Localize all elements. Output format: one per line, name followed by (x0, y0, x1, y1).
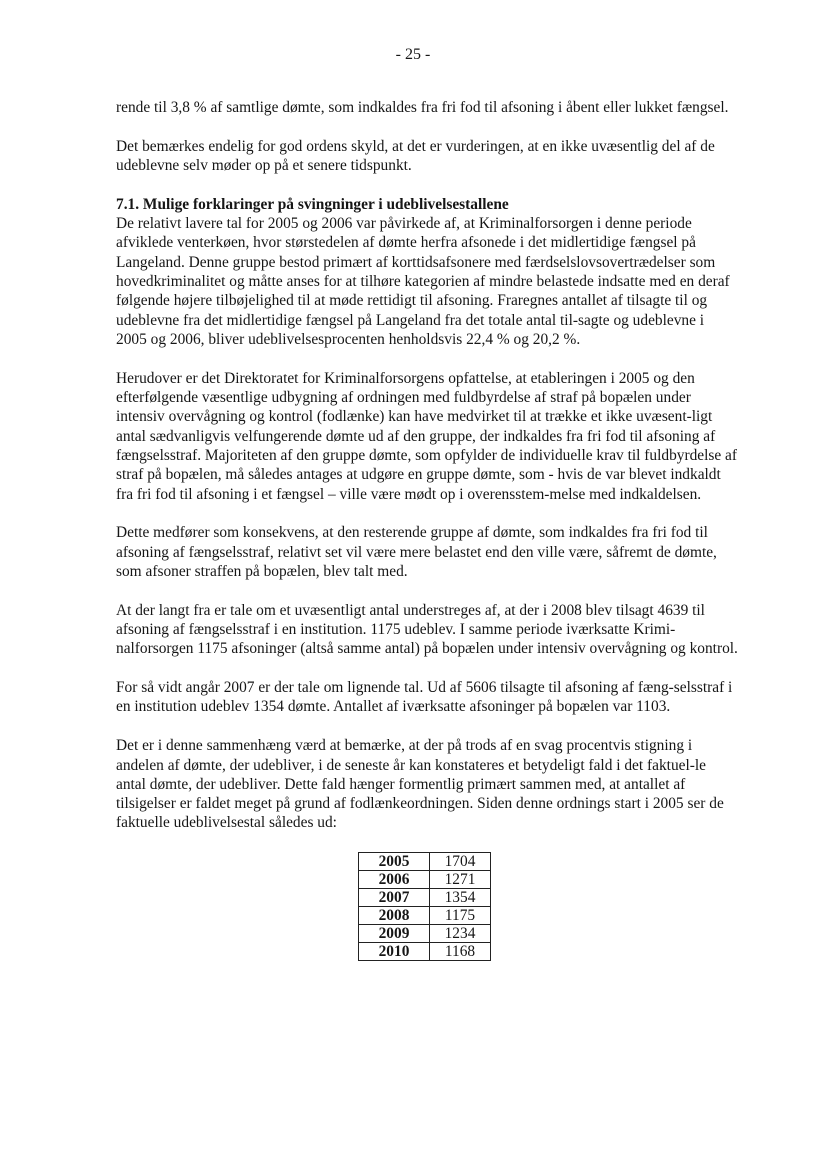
table-row (359, 871, 491, 889)
table-row (359, 907, 491, 925)
paragraph-6: At der langt fra er tale om et uvæsentligt antal understreges af, at der i 2008 blev tilsagt 4639 til afsoning af fængselsstraf i en institution. 1175 udeblev. I samme periode iværksatte Krimi-nalforsorgen 1175 afsoninger (altså samme antal) på bopælen under intensiv overvågning og kontrol. (116, 601, 738, 658)
table-row (359, 889, 491, 907)
year-cell: 2007 (359, 889, 430, 907)
year-cell: 2006 (359, 871, 430, 889)
table-row (359, 925, 491, 943)
table-row (359, 943, 491, 961)
absence-stats-table (358, 852, 491, 961)
paragraph-2: Det bemærkes endelig for god ordens skyld, at det er vurderingen, at en ikke uvæsentlig del af de udeblevne selv møder op på et senere tidspunkt. (116, 137, 715, 175)
year-cell: 2008 (359, 907, 430, 925)
paragraph-8: Det er i denne sammenhæng værd at bemærke, at der på trods af en svag procentvis stigning i andelen af dømte, der udebliver, i de seneste år kan konstateres et betydeligt fald i det faktuel-le antal dømte, der udebliver. Dette fald hænger formentlig primært sammen med, at antallet af tilsigelser er faldet meget på grund af fodlænkeordningen. Siden denne ordnings start i 2005 ser de faktuelle udeblivelsestal således ud: (116, 737, 724, 832)
paragraph-7: For så vidt angår 2007 er der tale om lignende tal. Ud af 5606 tilsagte til afsoning af fæng-selsstraf i en institution udeblev 1354 dømte. Antallet af iværksatte afsoninger på bopælen var 1103. (116, 679, 733, 716)
paragraph-1: rende til 3,8 % af samtlige dømte, som indkaldes fra fri fod til afsoning i åbent eller lukket fængsel. (116, 99, 729, 116)
value-cell: 1168 (430, 943, 491, 961)
document-body (116, 98, 738, 961)
paragraph-5: Dette medfører som konsekvens, at den resterende gruppe af dømte, som indkaldes fra fri fod til afsoning af fængselsstraf, relativt set vil være mere belastet end den ville være, såfremt de dømte, som afsoner straffen på bopælen, blev talt med. (116, 524, 717, 580)
year-cell: 2005 (359, 853, 430, 871)
paragraph-4: Herudover er det Direktoratet for Kriminalforsorgens opfattelse, at etableringen i 2005 og den efterfølgende væsentlige udbygning af ordningen med fuldbyrdelse af straf på bopælen under intensiv overvågning og kontrol (fodlænke) kan have medvirket til at trække et ikke uvæsent-ligt antal sædvanligvis velfungerende dømte ud af den gruppe, der indkaldes fra fri fod til afsoning af fængselsstraf. Majoriteten af den gruppe dømte, som opfylder de individuelle krav til fuldbyrdelse af straf på bopælen, må således antages at udgøre en gruppe dømte, som - hvis de var blevet indkaldt fra fri fod til afsoning i et fængsel – ville være mødt op i overensstem-melse med indkaldelsen. (116, 369, 738, 503)
page-number: - 25 - (395, 46, 431, 63)
value-cell: 1234 (430, 925, 491, 943)
paragraph-3: De relativt lavere tal for 2005 og 2006 var påvirkede af, at Kriminalforsorgen i denne periode afviklede venterkøen, hvor størstedelen af dømte herfra afsonede i det midlertidige fængsel på Langeland. Denne gruppe bestod primært af korttidsafsonere med færdselslovsovertrædelser som hovedkriminalitet og måtte anses for at tilhøre kategorien af mindre belastede indsatte med en deraf følgende højere tilbøjelighed til at møde rettidigt til afsoning. Fraregnes antallet af tilsagte til og udeblevne fra det midlertidige fængsel på Langeland fra det totale antal til-sagte og udeblevne i 2005 og 2006, bliver udeblivelsesprocenten henholdsvis 22,4 % og 20,2 %. (116, 215, 730, 348)
section-heading: 7.1. Mulige forklaringer på svingninger i udeblivelsestallene (116, 195, 509, 213)
value-cell: 1175 (430, 907, 491, 925)
table-row (359, 853, 491, 871)
value-cell: 1354 (430, 889, 491, 907)
value-cell: 1271 (430, 871, 491, 889)
year-cell: 2010 (359, 943, 430, 961)
year-cell: 2009 (359, 925, 430, 943)
value-cell: 1704 (430, 853, 491, 871)
